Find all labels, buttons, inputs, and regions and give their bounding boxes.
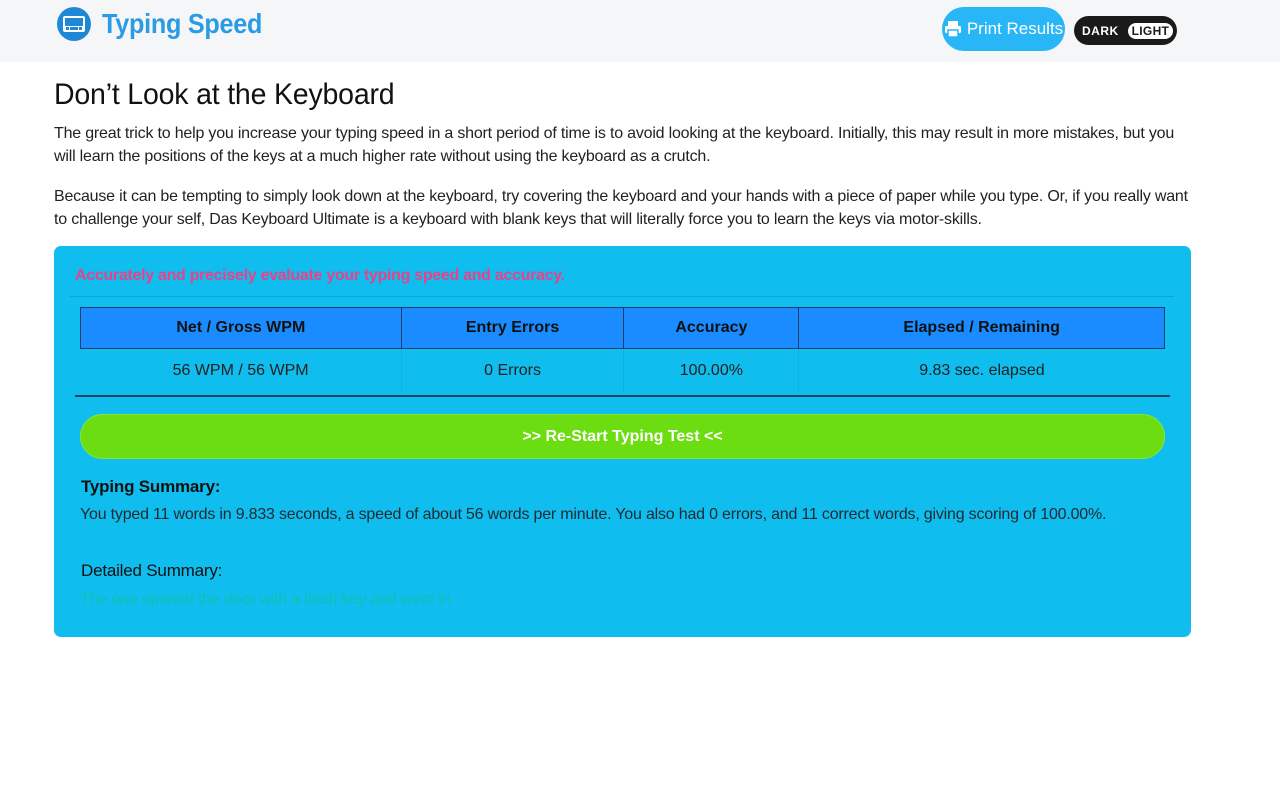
table-header-row (81, 308, 1165, 349)
print-results-button[interactable] (942, 7, 1065, 51)
typing-summary-label: Typing Summary: (81, 477, 221, 496)
divider (70, 296, 1174, 297)
results-table (80, 307, 1165, 393)
article-paragraph: Because it can be tempting to simply look down at the keyboard, try covering the keyboard and your hands with a piece of paper while you type. Or, if you really want to challenge your self, Das Keyboard Ultimate is a keyboard with blank keys that will literally force you to learn the keys via motor-skills. (54, 188, 1188, 228)
printer-icon (944, 20, 962, 38)
detailed-summary-label: Detailed Summary: (81, 561, 223, 580)
column-header-accuracy: Accuracy (624, 308, 799, 349)
top-navbar (0, 0, 1280, 62)
elapsed-value: 9.83 sec. elapsed (919, 362, 1045, 379)
column-header-wpm: Net / Gross WPM (81, 308, 402, 349)
theme-light-option[interactable]: LIGHT (1128, 23, 1174, 39)
typing-summary-text: You typed 11 words in 9.833 seconds, a speed of about 56 words per minute. You also had 0 errors, and 11 correct words, giving scoring of 100.00%. (80, 506, 1107, 523)
table-row (81, 349, 1165, 394)
table-bottom-rule (75, 395, 1170, 397)
keyboard-logo-icon (57, 7, 91, 41)
column-header-errors: Entry Errors (401, 308, 624, 349)
article-paragraph: The great trick to help you increase your typing speed in a short period of time is to avoid looking at the keyboard. Initially, this may result in more mistakes, but you will learn the positions of the keys at a much higher rate without using the keyboard as a crutch. (54, 125, 1175, 165)
results-heading: Accurately and precisely evaluate your typing speed and accuracy. (75, 267, 565, 284)
print-results-label: Print Results (966, 19, 1064, 38)
theme-dark-option[interactable]: DARK (1082, 23, 1119, 38)
detailed-summary-text: The one opened the door with a latch-key and went in. (80, 591, 455, 608)
brand-link[interactable] (57, 7, 280, 41)
results-card (54, 246, 1191, 637)
restart-test-button[interactable]: >> Re-Start Typing Test << (80, 414, 1165, 459)
column-header-elapsed: Elapsed / Remaining (799, 308, 1165, 349)
wpm-value: 56 WPM / 56 WPM (81, 349, 402, 394)
theme-toggle[interactable] (1074, 16, 1177, 45)
accuracy-value: 100.00% (624, 349, 799, 394)
page-title: Don’t Look at the Keyboard (54, 78, 395, 111)
brand-name: Typing Speed (102, 8, 263, 39)
errors-value: 0 Errors (401, 349, 624, 394)
